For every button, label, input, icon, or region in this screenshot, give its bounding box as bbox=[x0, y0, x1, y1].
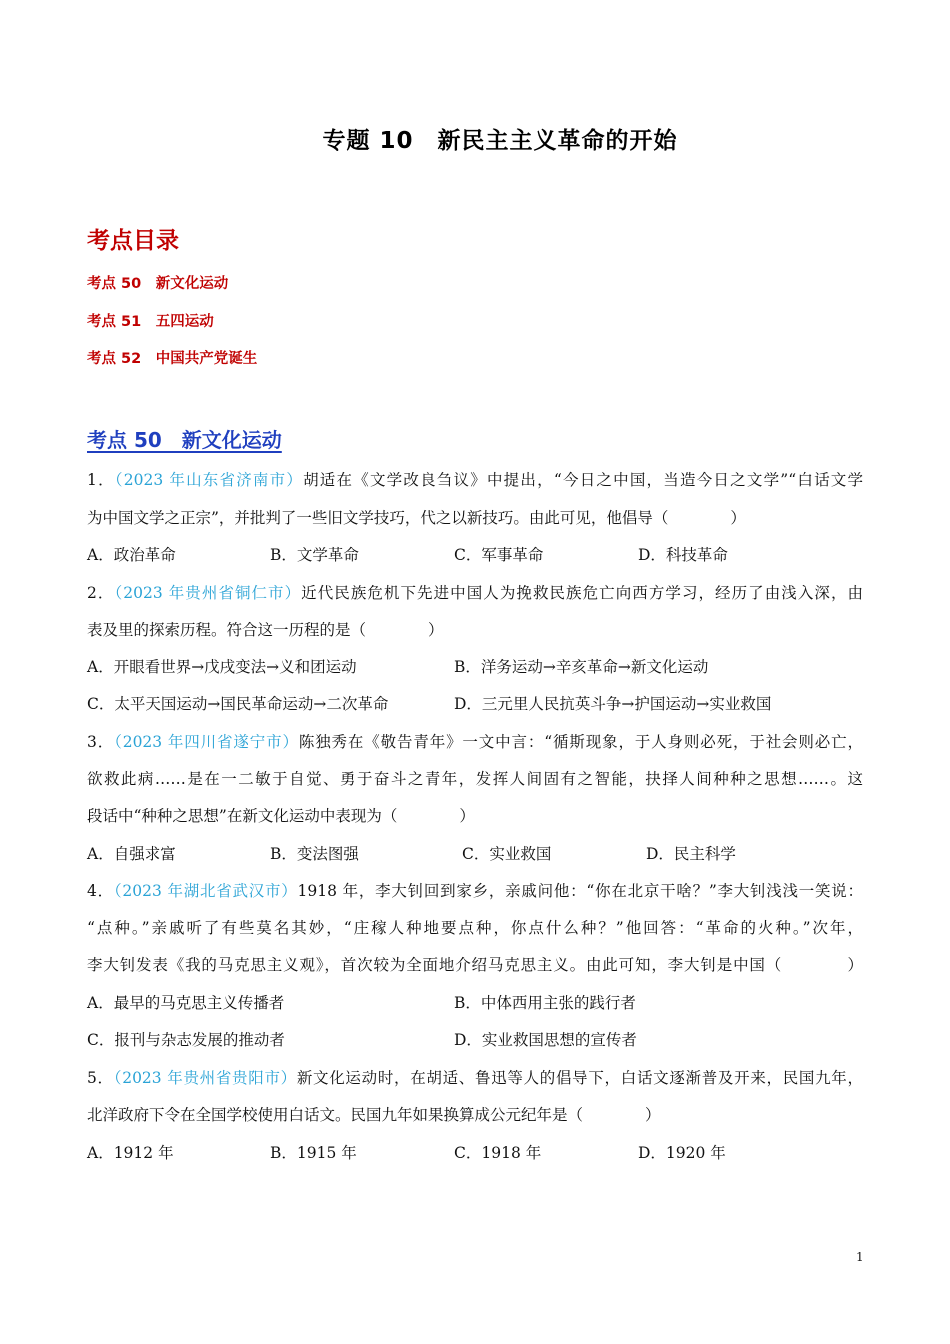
question-3-line-2: 欲救此病……是在一二敏于自觉、勇于奋斗之青年，发挥人间固有之智能，抉择人间种种之思想……。这 bbox=[87, 770, 863, 788]
question-4-line-2: “点种。”亲戚听了有些莫名其妙，“庄稼人种地要点种，你点什么种？”他回答：“革命的火种。”次年， bbox=[87, 919, 863, 937]
question-2-line-1 bbox=[87, 583, 863, 603]
option-b[interactable]: B．文学革命 bbox=[270, 546, 359, 564]
toc-item-50[interactable]: 考点 50 新文化运动 bbox=[87, 276, 229, 292]
question-5-line-2: 北洋政府下令在全国学校使用白话文。民国九年如果换算成公元纪年是（ ） bbox=[87, 1106, 661, 1124]
option-a[interactable]: A．最早的马克思主义传播者 bbox=[87, 994, 285, 1012]
question-2-line-2: 表及里的探索历程。符合这一历程的是（ ） bbox=[87, 621, 444, 639]
option-b[interactable]: B．1915 年 bbox=[270, 1144, 357, 1162]
option-a[interactable]: A．开眼看世界→戊戌变法→义和团运动 bbox=[87, 658, 357, 676]
option-d[interactable]: D．民主科学 bbox=[646, 845, 736, 863]
option-b[interactable]: B．中体西用主张的践行者 bbox=[454, 994, 636, 1012]
option-d[interactable]: D．1920 年 bbox=[638, 1144, 726, 1162]
option-a[interactable]: A．1912 年 bbox=[87, 1144, 174, 1162]
option-c[interactable]: C．太平天国运动→国民革命运动→二次革命 bbox=[87, 695, 389, 713]
option-c[interactable]: C．军事革命 bbox=[454, 546, 544, 564]
option-d[interactable]: D．实业救国思想的宣传者 bbox=[454, 1031, 637, 1049]
question-text: 陈独秀在《敬告青年》一文中言：“循斯现象，于人身则必死，于社会则必亡， bbox=[298, 733, 863, 751]
option-c[interactable]: C．实业救国 bbox=[462, 845, 552, 863]
toc-item-52[interactable]: 考点 52 中国共产党诞生 bbox=[87, 351, 258, 367]
question-source: （2023 年四川省遂宁市） bbox=[114, 733, 299, 751]
question-3-line-1 bbox=[87, 732, 863, 752]
question-text: 1918 年，李大钊回到家乡，亲戚问他：“你在北京干啥？”李大钊浅浅一笑说： bbox=[297, 882, 864, 900]
question-number: 5． bbox=[87, 1069, 114, 1087]
question-source: （2023 年山东省济南市） bbox=[114, 471, 304, 489]
question-number: 4． bbox=[87, 882, 114, 900]
toc-item-51[interactable]: 考点 51 五四运动 bbox=[87, 314, 214, 330]
question-4-line-3: 李大钊发表《我的马克思主义观》，首次较为全面地介绍马克思主义。由此可知，李大钊是中国（ ） bbox=[87, 956, 863, 974]
option-a[interactable]: A．政治革命 bbox=[87, 546, 176, 564]
option-b[interactable]: B．洋务运动→辛亥革命→新文化运动 bbox=[454, 658, 709, 676]
option-c[interactable]: C．报刊与杂志发展的推动者 bbox=[87, 1031, 285, 1049]
option-c[interactable]: C．1918 年 bbox=[454, 1144, 542, 1162]
question-text: 近代民族危机下先进中国人为挽救民族危亡向西方学习，经历了由浅入深，由 bbox=[301, 584, 863, 602]
option-d[interactable]: D．三元里人民抗英斗争→护国运动→实业救国 bbox=[454, 695, 772, 713]
toc-heading: 考点目录 bbox=[87, 228, 179, 254]
question-number: 1． bbox=[87, 471, 115, 489]
question-source: （2023 年贵州省贵阳市） bbox=[113, 1069, 297, 1087]
question-1-line-2: 为中国文学之正宗”，并批判了一些旧文学技巧，代之以新技巧。由此可见，他倡导（ ） bbox=[87, 509, 746, 527]
question-text: 胡适在《文学改良刍议》中提出，“今日之中国，当造今日之文学”“白话文学 bbox=[303, 471, 863, 489]
question-source: （2023 年湖北省武汉市） bbox=[113, 882, 298, 900]
question-text: 新文化运动时，在胡适、鲁迅等人的倡导下，白话文逐渐普及开来，民国九年， bbox=[296, 1069, 863, 1087]
question-number: 2． bbox=[87, 584, 115, 602]
question-number: 3． bbox=[87, 733, 115, 751]
option-d[interactable]: D．科技革命 bbox=[638, 546, 728, 564]
page-title: 专题 10 新民主主义革命的开始 bbox=[322, 128, 678, 154]
question-5-line-1 bbox=[87, 1068, 863, 1088]
question-3-line-3: 段话中“种种之思想”在新文化运动中表现为（ ） bbox=[87, 807, 475, 825]
option-b[interactable]: B．变法图强 bbox=[270, 845, 359, 863]
option-a[interactable]: A．自强求富 bbox=[87, 845, 176, 863]
section-heading[interactable]: 考点 50 新文化运动 bbox=[87, 428, 282, 452]
question-4-line-1 bbox=[87, 881, 863, 901]
question-1-line-1 bbox=[87, 470, 863, 490]
question-source: （2023 年贵州省铜仁市） bbox=[114, 584, 302, 602]
page-number: 1 bbox=[856, 1250, 864, 1264]
